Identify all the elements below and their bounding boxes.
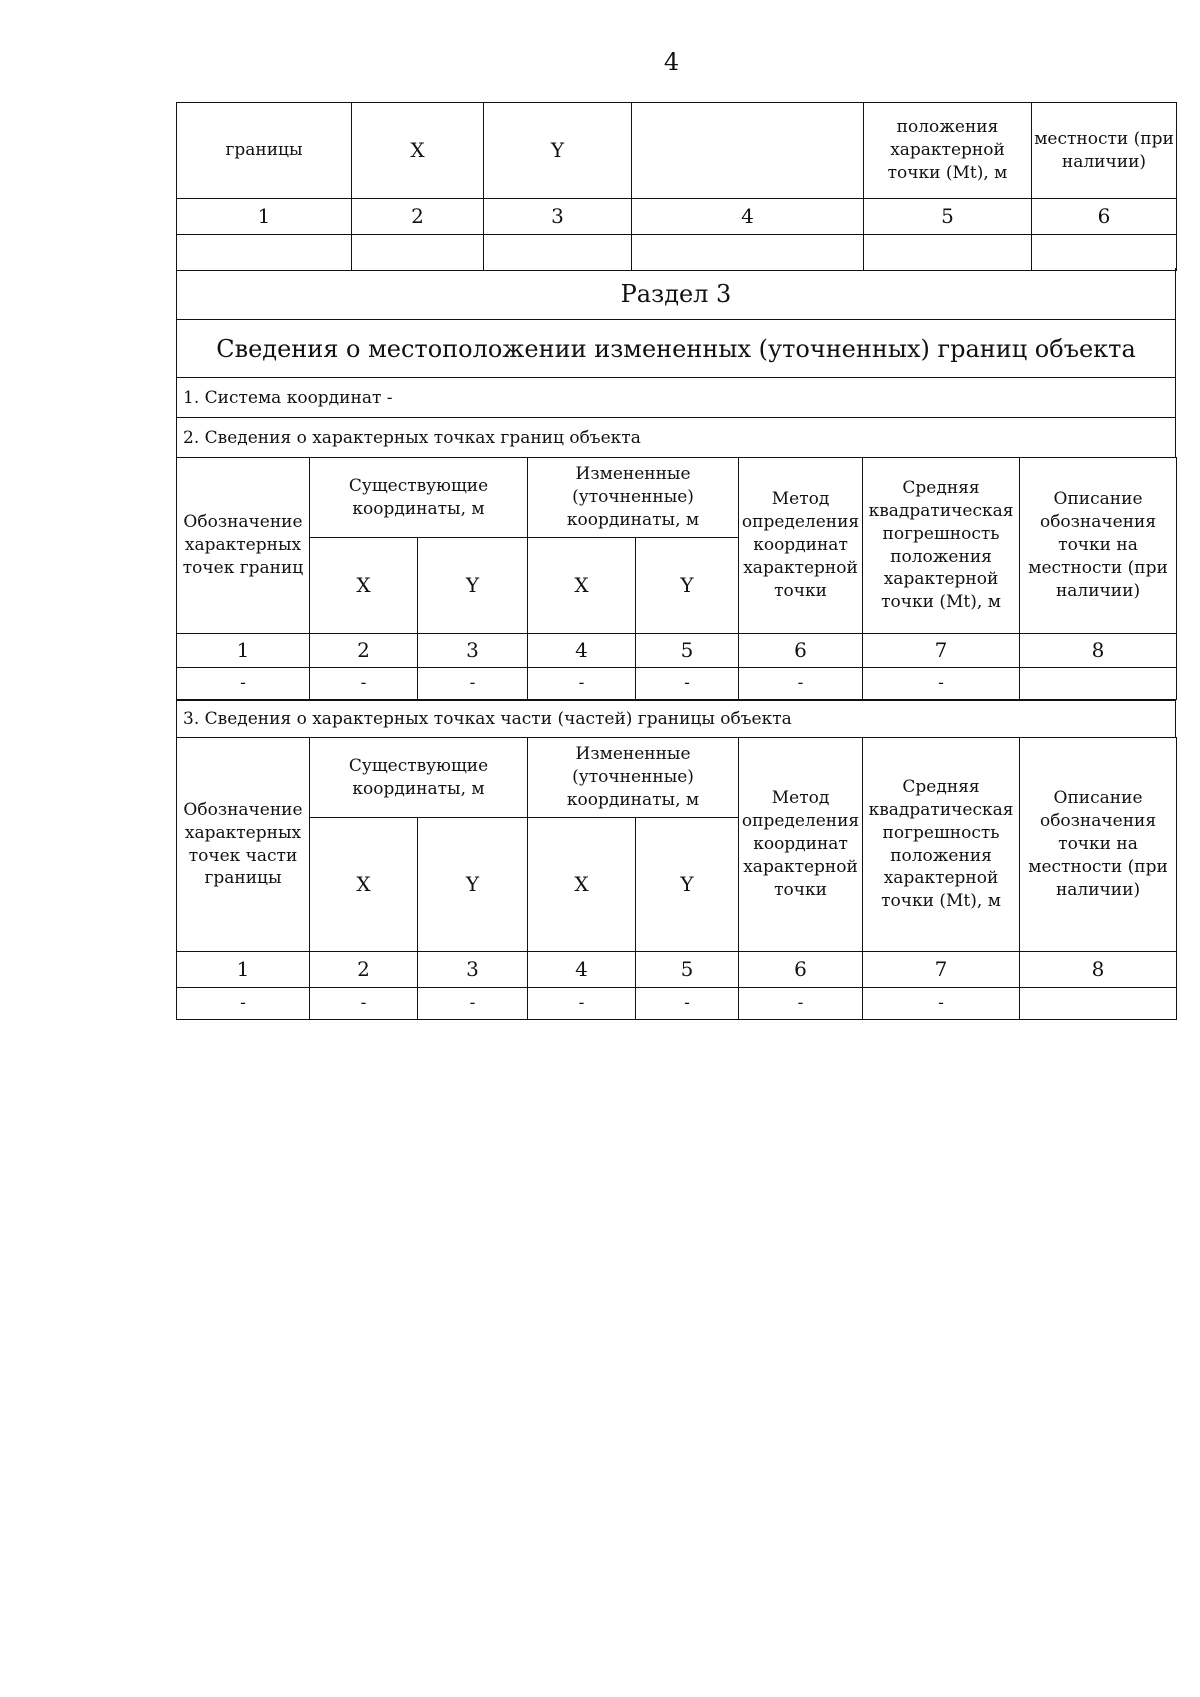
column-number: 2 (310, 952, 418, 988)
top-table-header-row (177, 103, 1177, 199)
header-cell: положения характерной точки (Mt), м (864, 103, 1032, 199)
changed-x-header: X (528, 538, 636, 634)
part-points-table-number-row (177, 952, 1177, 988)
table-cell: - (863, 668, 1020, 700)
header-cell: местности (при наличии) (1032, 103, 1177, 199)
table-cell: - (528, 988, 636, 1020)
table-cell (352, 235, 484, 271)
top-table-empty-row (177, 235, 1177, 271)
column-number: 5 (636, 952, 739, 988)
column-number: 1 (177, 199, 352, 235)
points-table (176, 457, 1177, 700)
changed-coords-header: Измененные (уточненные) координаты, м (528, 738, 739, 818)
header-cell-y: Y (484, 103, 632, 199)
part-points-table (176, 737, 1177, 1020)
part-points-table-header-row (177, 738, 1177, 818)
table-cell (1020, 988, 1177, 1020)
part-points-table-data-row (177, 988, 1177, 1020)
header-cell: границы (177, 103, 352, 199)
column-number: 3 (484, 199, 632, 235)
table-cell (864, 235, 1032, 271)
points-table-number-row (177, 634, 1177, 668)
table-cell (1032, 235, 1177, 271)
points-table-data-row (177, 668, 1177, 700)
column-number: 6 (739, 634, 863, 668)
table-cell (177, 235, 352, 271)
coordinate-system-line: 1. Система координат - (176, 378, 1176, 418)
column-number: 6 (1032, 199, 1177, 235)
existing-x-header: X (310, 538, 418, 634)
description-header: Описание обозначения точки на местности (при наличии) (1020, 458, 1177, 634)
column-number: 5 (636, 634, 739, 668)
column-number: 6 (739, 952, 863, 988)
method-header: Метод определения координат характерной точки (739, 458, 863, 634)
column-number: 2 (310, 634, 418, 668)
part-points-table-caption: 3. Сведения о характерных точках части (частей) границы объекта (176, 700, 1176, 738)
error-header: Средняя квадратическая погрешность положения характерной точки (Mt), м (863, 458, 1020, 634)
table-cell (1020, 668, 1177, 700)
points-table-block (176, 457, 1176, 700)
table-cell: - (310, 668, 418, 700)
column-number: 1 (177, 952, 310, 988)
table-cell: - (863, 988, 1020, 1020)
changed-x-header: X (528, 818, 636, 952)
column-number: 3 (418, 952, 528, 988)
designation-header: Обозначение характерных точек части границы (177, 738, 310, 952)
section-title: Раздел 3 (176, 268, 1176, 320)
top-table-block (176, 102, 1176, 271)
page-number: 4 (663, 48, 680, 76)
table-cell: - (636, 668, 739, 700)
table-cell: - (418, 988, 528, 1020)
table-cell: - (739, 988, 863, 1020)
column-number: 4 (528, 634, 636, 668)
top-table (176, 102, 1177, 271)
column-number: 1 (177, 634, 310, 668)
column-number: 8 (1020, 634, 1177, 668)
table-cell (632, 235, 864, 271)
existing-y-header: Y (418, 818, 528, 952)
top-table-number-row (177, 199, 1177, 235)
changed-y-header: Y (636, 538, 739, 634)
existing-coords-header: Существующие координаты, м (310, 738, 528, 818)
table-cell (484, 235, 632, 271)
changed-y-header: Y (636, 818, 739, 952)
section-subtitle: Сведения о местоположении измененных (уточненных) границ объекта (176, 320, 1176, 378)
table-cell: - (177, 988, 310, 1020)
column-number: 8 (1020, 952, 1177, 988)
points-table-caption: 2. Сведения о характерных точках границ объекта (176, 418, 1176, 458)
part-points-table-block (176, 737, 1176, 1020)
table-cell: - (418, 668, 528, 700)
changed-coords-header: Измененные (уточненные) координаты, м (528, 458, 739, 538)
existing-coords-header: Существующие координаты, м (310, 458, 528, 538)
table-cell: - (310, 988, 418, 1020)
description-header: Описание обозначения точки на местности (при наличии) (1020, 738, 1177, 952)
column-number: 7 (863, 952, 1020, 988)
error-header: Средняя квадратическая погрешность положения характерной точки (Mt), м (863, 738, 1020, 952)
column-number: 4 (632, 199, 864, 235)
column-number: 3 (418, 634, 528, 668)
method-header: Метод определения координат характерной точки (739, 738, 863, 952)
header-cell-empty (632, 103, 864, 199)
column-number: 4 (528, 952, 636, 988)
column-number: 5 (864, 199, 1032, 235)
table-cell: - (177, 668, 310, 700)
column-number: 2 (352, 199, 484, 235)
column-number: 7 (863, 634, 1020, 668)
existing-y-header: Y (418, 538, 528, 634)
header-cell-x: X (352, 103, 484, 199)
designation-header: Обозначение характерных точек границ (177, 458, 310, 634)
existing-x-header: X (310, 818, 418, 952)
table-cell: - (739, 668, 863, 700)
table-cell: - (636, 988, 739, 1020)
points-table-header-row (177, 458, 1177, 538)
table-cell: - (528, 668, 636, 700)
